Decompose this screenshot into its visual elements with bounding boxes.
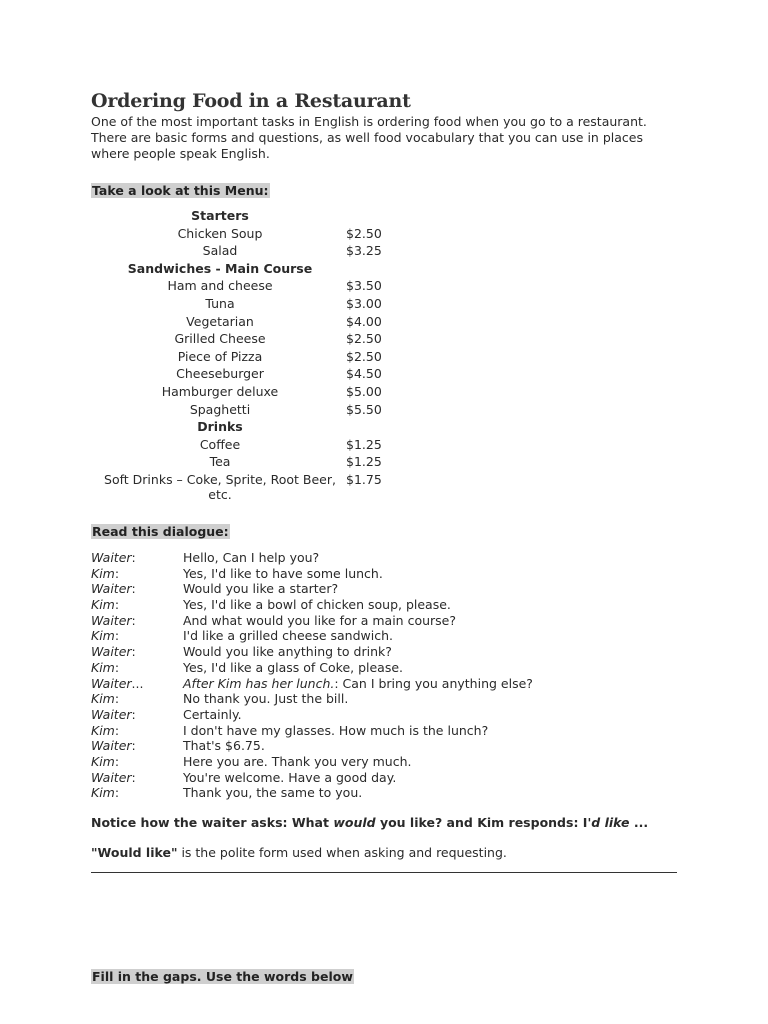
menu-item-name: Piece of Pizza — [177, 348, 263, 364]
menu-item-row — [100, 313, 400, 331]
speaker-name — [91, 738, 136, 754]
menu-item-row — [100, 365, 400, 383]
menu-item-name: Salad — [202, 243, 238, 259]
speaker-label: Kim — [91, 628, 115, 644]
speaker-label: Waiter — [91, 581, 132, 597]
menu-item-row — [100, 242, 400, 260]
menu-item-name: Coffee — [199, 436, 241, 452]
speaker-suffix: : — [131, 644, 136, 660]
menu-heading: Take a look at this Menu: — [92, 183, 269, 198]
dialogue-line — [91, 770, 681, 786]
spoken-text: Thank you, the same to you. — [183, 785, 363, 801]
menu-item-name: Cheeseburger — [176, 366, 264, 382]
speaker-name — [91, 581, 136, 597]
speaker-name — [91, 723, 119, 739]
spoken-line — [183, 723, 488, 739]
speaker-suffix: : — [131, 550, 136, 565]
menu-item-name: Hamburger deluxe — [161, 383, 279, 399]
notice-emphasis: d like — [591, 815, 630, 830]
speaker-label: Kim — [91, 565, 115, 581]
intro-paragraph: One of the most important tasks in English is ordering food when you go to a restaurant. There are basic forms and questions, as well food vocabulary that you can use in places where people speak English. — [91, 114, 647, 161]
menu-section-heading — [100, 207, 400, 225]
speaker-label: Waiter — [91, 644, 132, 660]
speaker-suffix: : — [131, 738, 136, 754]
menu-item-row — [100, 225, 400, 243]
menu-item-name: Spaghetti — [189, 401, 251, 417]
menu-item-row — [100, 436, 400, 454]
spoken-line — [183, 691, 348, 707]
dialogue-line — [91, 754, 681, 770]
speaker-label: Waiter — [91, 706, 132, 722]
spoken-text: I'd like a grilled cheese sandwich. — [183, 628, 394, 644]
fill-gaps-heading: Fill in the gaps. Use the words below — [92, 969, 353, 984]
dialogue-line — [91, 628, 681, 644]
menu-item-price: $2.50 — [346, 348, 382, 364]
menu-section-heading — [100, 260, 400, 278]
menu-section-heading — [100, 418, 400, 436]
speaker-label: Kim — [91, 753, 115, 769]
dialogue-line — [91, 644, 681, 660]
dialogue-line — [91, 566, 681, 582]
speaker-suffix: : — [131, 612, 136, 628]
menu-item-row — [100, 471, 400, 503]
speaker-label: Kim — [91, 691, 115, 707]
stage-direction: After Kim has her lunch. — [183, 675, 335, 691]
menu-item-name: Grilled Cheese — [174, 331, 266, 347]
spoken-line — [183, 754, 411, 770]
speaker-name — [91, 566, 119, 582]
menu-item-name: Soft Drinks – Coke, Sprite, Root Beer, etc. — [104, 471, 336, 503]
speaker-name — [91, 785, 119, 801]
speaker-name — [91, 550, 136, 566]
speaker-label: Waiter — [91, 675, 132, 691]
menu-section-label: Starters — [191, 208, 249, 223]
speaker-suffix: : — [131, 581, 136, 597]
spoken-line — [183, 628, 393, 644]
menu-item-price: $5.50 — [346, 401, 382, 417]
notice-emphasis: would — [333, 815, 376, 830]
spoken-line — [183, 644, 392, 660]
speaker-suffix: : — [114, 753, 120, 769]
speaker-label: Kim — [91, 659, 115, 675]
speaker-name — [91, 628, 119, 644]
spoken-line — [183, 581, 338, 597]
dialogue-line — [91, 597, 681, 613]
menu-item-row — [100, 453, 400, 471]
menu-table — [100, 207, 400, 503]
speaker-name — [91, 691, 119, 707]
spoken-text: Hello, Can I help you? — [183, 550, 320, 565]
speaker-suffix: : — [114, 628, 120, 644]
speaker-label: Kim — [91, 722, 115, 738]
spoken-text: Yes, I'd like a bowl of chicken soup, please. — [183, 597, 451, 613]
spoken-line — [183, 785, 362, 801]
speaker-name — [91, 770, 136, 786]
menu-item-price: $1.25 — [346, 454, 382, 470]
menu-item-name: Tea — [209, 454, 231, 470]
menu-section-label: Sandwiches - Main Course — [127, 260, 313, 276]
dialogue-line — [91, 613, 681, 629]
menu-item-name: Vegetarian — [186, 313, 254, 329]
spoken-text: Would you like anything to drink? — [183, 644, 392, 660]
polite-term: "Would like" — [91, 845, 178, 860]
spoken-text: Certainly. — [183, 706, 242, 722]
menu-item-row — [100, 401, 400, 419]
speaker-suffix: : — [131, 706, 136, 722]
page-title: Ordering Food in a Restaurant — [91, 90, 411, 112]
polite-explanation: is the polite form used when asking and requesting. — [177, 845, 507, 860]
spoken-text: No thank you. Just the bill. — [183, 691, 349, 707]
spoken-text: Would you like a starter? — [183, 581, 339, 597]
polite-form-note — [91, 845, 507, 860]
divider — [91, 872, 677, 873]
spoken-text: That's $6.75. — [183, 738, 265, 754]
speaker-suffix: : — [114, 722, 120, 738]
speaker-label: Waiter — [91, 550, 132, 565]
speaker-suffix: ... — [131, 675, 144, 691]
dialogue-line — [91, 707, 681, 723]
speaker-suffix: : — [114, 691, 120, 707]
spoken-line — [183, 550, 319, 566]
speaker-suffix: : — [114, 785, 120, 801]
menu-item-row — [100, 277, 400, 295]
menu-item-price: $1.25 — [346, 436, 382, 452]
speaker-suffix: : — [114, 597, 120, 613]
menu-item-price: $5.00 — [346, 383, 382, 399]
spoken-text: You're welcome. Have a good day. — [183, 769, 397, 785]
notice-text — [91, 815, 648, 830]
menu-section-label: Drinks — [197, 419, 243, 435]
menu-item-name: Ham and cheese — [167, 278, 273, 294]
speaker-label: Kim — [91, 785, 115, 801]
menu-item-price: $3.25 — [346, 243, 382, 259]
dialogue-line — [91, 691, 681, 707]
dialogue-line — [91, 550, 681, 566]
menu-item-price: $3.50 — [346, 278, 382, 294]
speaker-label: Waiter — [91, 612, 132, 628]
dialogue-line — [91, 581, 681, 597]
dialogue-line — [91, 738, 681, 754]
spoken-line — [183, 597, 451, 613]
spoken-line — [183, 770, 396, 786]
dialogue-line — [91, 676, 681, 692]
spoken-line — [183, 660, 403, 676]
menu-item-row — [100, 348, 400, 366]
dialogue-line — [91, 660, 681, 676]
speaker-name — [91, 613, 136, 629]
speaker-name — [91, 707, 136, 723]
spoken-line — [183, 566, 383, 582]
menu-item-price: $3.00 — [346, 295, 382, 311]
dialogue-line — [91, 785, 681, 801]
speaker-name — [91, 754, 119, 770]
spoken-line — [183, 707, 242, 723]
speaker-name — [91, 644, 136, 660]
spoken-text: Here you are. Thank you very much. — [183, 753, 412, 769]
spoken-line — [183, 738, 265, 754]
document-page — [91, 88, 681, 199]
menu-item-row — [100, 295, 400, 313]
menu-item-price: $4.50 — [346, 366, 382, 382]
spoken-text: I don't have my glasses. How much is the lunch? — [183, 722, 489, 738]
spoken-text: Yes, I'd like to have some lunch. — [183, 565, 383, 581]
dialogue-heading: Read this dialogue: — [92, 524, 229, 539]
speaker-suffix: : — [114, 565, 120, 581]
speaker-label: Waiter — [91, 738, 132, 754]
menu-item-name: Tuna — [205, 295, 235, 311]
dialogue — [91, 550, 681, 801]
speaker-label: Waiter — [91, 769, 132, 785]
spoken-text: : Can I bring you anything else? — [334, 675, 533, 691]
speaker-name — [91, 676, 143, 692]
spoken-text: Yes, I'd like a glass of Coke, please. — [183, 659, 404, 675]
menu-item-row — [100, 383, 400, 401]
menu-item-price: $2.50 — [346, 331, 382, 347]
notice-part: Notice how the waiter asks: What — [91, 815, 334, 830]
spoken-line — [183, 676, 533, 692]
menu-item-price: $4.00 — [346, 313, 382, 329]
notice-part: ... — [629, 815, 649, 830]
speaker-name — [91, 597, 119, 613]
menu-item-price: $1.75 — [346, 471, 382, 487]
speaker-suffix: : — [114, 659, 120, 675]
speaker-suffix: : — [131, 769, 136, 785]
menu-item-name: Chicken Soup — [177, 225, 263, 241]
menu-item-price: $2.50 — [346, 225, 382, 241]
spoken-text: And what would you like for a main course? — [183, 612, 456, 628]
notice-part: you like? and Kim responds: I' — [375, 815, 592, 830]
spoken-line — [183, 613, 456, 629]
menu-item-row — [100, 330, 400, 348]
speaker-label: Kim — [91, 597, 115, 613]
speaker-name — [91, 660, 119, 676]
dialogue-line — [91, 723, 681, 739]
